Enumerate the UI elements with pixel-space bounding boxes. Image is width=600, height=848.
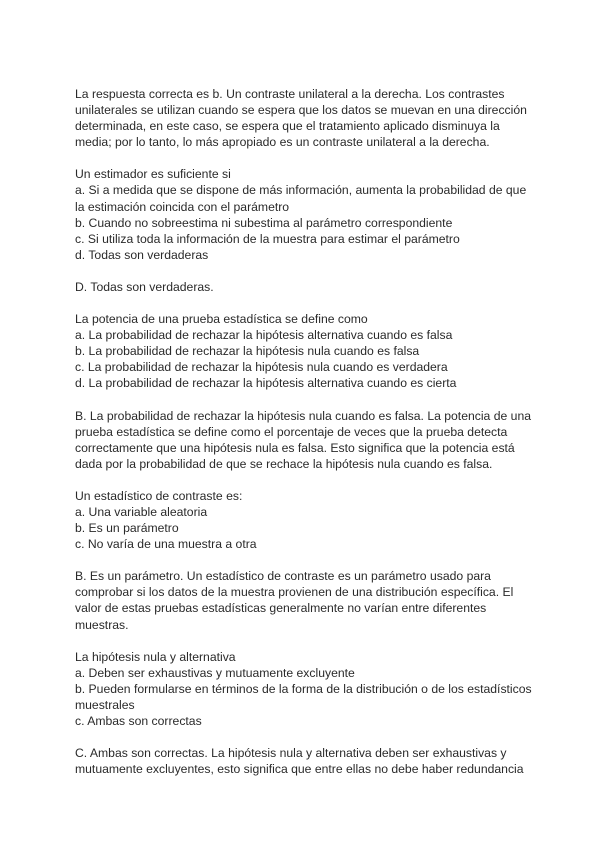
- question-estimador-suficiente: [75, 166, 535, 263]
- option-a: a. Una variable aleatoria: [75, 504, 208, 519]
- answer-potencia-prueba: [75, 408, 535, 472]
- option-a-continuation: la estimación coincida con el parámetro: [75, 199, 290, 214]
- answer-hipotesis: [75, 745, 535, 777]
- question-hipotesis: [75, 649, 535, 729]
- question-text: Un estimador es suficiente si: [75, 167, 231, 182]
- text-line: dada por la probabilidad de que se rechace la hipótesis nula cuando es falsa.: [75, 456, 493, 471]
- text-line: B. Es un parámetro. Un estadístico de contraste es un parámetro usado para: [75, 569, 491, 584]
- option-d: d. La probabilidad de rechazar la hipótesis alternativa cuando es cierta: [75, 376, 457, 391]
- question-estadistico-contraste: [75, 488, 535, 552]
- text-line: mutuamente excluyentes, esto significa que entre ellas no debe haber redundancia: [75, 762, 524, 777]
- text-line: media; por lo tanto, lo más apropiado es un contraste unilateral a la derecha.: [75, 135, 490, 150]
- question-text: La potencia de una prueba estadística se define como: [75, 312, 368, 327]
- option-a: a. Si a medida que se dispone de más información, aumenta la probabilidad de que: [75, 183, 527, 198]
- option-c: c. Ambas son correctas: [75, 714, 202, 728]
- text-line: B. La probabilidad de rechazar la hipótesis nula cuando es falsa. La potencia de una: [75, 408, 531, 423]
- option-c: c. La probabilidad de rechazar la hipótesis nula cuando es verdadera: [75, 360, 448, 375]
- option-a: a. La probabilidad de rechazar la hipótesis alternativa cuando es falsa: [75, 328, 453, 343]
- question-text: Un estadístico de contraste es:: [75, 488, 243, 503]
- text-line: correctamente que una hipótesis nula es falsa. Esto significa que la potencia está: [75, 440, 515, 455]
- text-line: determinada, en este caso, se espera que el tratamiento aplicado disminuya la: [75, 119, 500, 134]
- question-text: La hipótesis nula y alternativa: [75, 649, 236, 664]
- answer-estimador-suficiente: [75, 279, 535, 295]
- answer-estadistico-contraste: [75, 568, 535, 632]
- text-line: prueba estadística se define como el porcentaje de veces que la prueba detecta: [75, 424, 508, 439]
- option-c: c. No varía de una muestra a otra: [75, 537, 257, 552]
- text-line: La respuesta correcta es b. Un contraste unilateral a la derecha. Los contrastes: [75, 87, 505, 101]
- option-a: a. Deben ser exhaustivas y mutuamente excluyente: [75, 665, 355, 680]
- text-line: unilaterales se utilizan cuando se espera que los datos se muevan en una dirección: [75, 103, 527, 118]
- document-page: [75, 86, 535, 793]
- text-line: comprobar si los datos de la muestra provienen de una distribución específica. El: [75, 585, 514, 600]
- answer-text: D. Todas son verdaderas.: [75, 279, 214, 294]
- option-c: c. Si utiliza toda la información de la muestra para estimar el parámetro: [75, 231, 460, 246]
- option-b: b. Pueden formularse en términos de la forma de la distribución o de los estadísticos: [75, 681, 532, 696]
- text-line: C. Ambas son correctas. La hipótesis nula y alternativa deben ser exhaustivas y: [75, 746, 507, 761]
- text-line: valor de estas pruebas estadísticas generalmente no varían entre diferentes: [75, 601, 487, 616]
- option-b-continuation: muestrales: [75, 697, 135, 712]
- question-potencia-prueba: [75, 311, 535, 391]
- option-b: b. Es un parámetro: [75, 521, 179, 536]
- option-d: d. Todas son verdaderas: [75, 247, 209, 262]
- answer-paragraph-contraste: [75, 86, 535, 150]
- option-b: b. Cuando no sobreestima ni subestima al parámetro correspondiente: [75, 215, 453, 230]
- text-line: muestras.: [75, 617, 129, 632]
- option-b: b. La probabilidad de rechazar la hipótesis nula cuando es falsa: [75, 344, 420, 359]
